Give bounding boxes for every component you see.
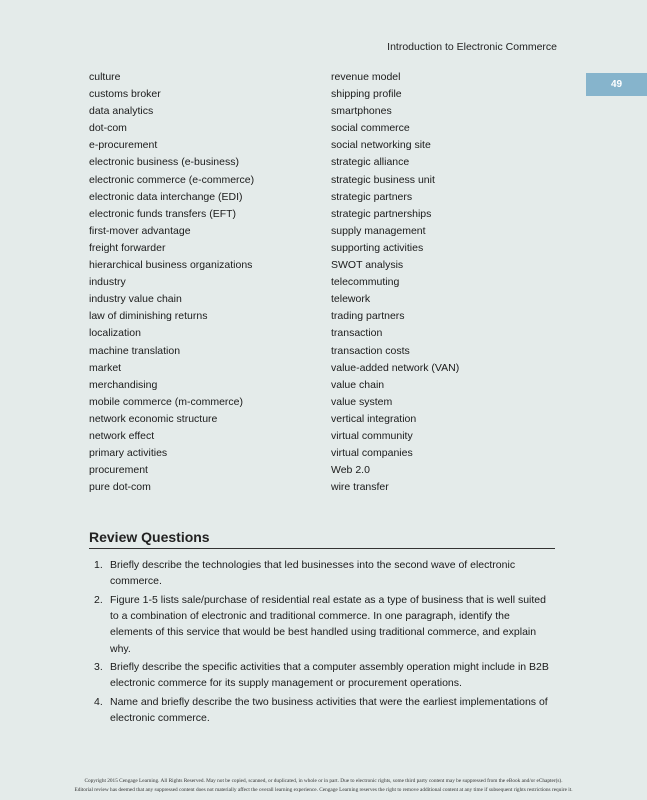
key-term: network effect (89, 429, 155, 442)
key-term: shipping profile (331, 88, 402, 101)
key-term: hierarchical business organizations (89, 259, 253, 272)
question-number: 1. (94, 559, 103, 571)
key-term: pure dot-com (89, 481, 151, 494)
key-term: wire transfer (331, 481, 389, 494)
key-term: trading partners (331, 310, 405, 323)
key-terms-left-column (89, 69, 331, 496)
page-number-tab: 49 (586, 73, 647, 96)
key-term: smartphones (331, 105, 392, 118)
question-text: Briefly describe the technologies that led businesses into the second wave of electronic commerce. (110, 559, 516, 588)
copyright-line-2: Editorial review has deemed that any suppressed content does not materially affect the overall learning experience. Cengage Learning reserves the right to remove additional content at any time if subsequent rights restrictions require it. (74, 787, 573, 793)
key-term: strategic business unit (331, 173, 435, 186)
review-questions-list (89, 557, 549, 729)
key-term: first-mover advantage (89, 224, 191, 237)
question-text: Name and briefly describe the two business activities that were the earliest implementations of electronic commerce. (110, 696, 548, 725)
key-term: telework (331, 293, 371, 306)
question-text: Briefly describe the specific activities that a computer assembly operation might include in B2B electronic commerce for its supply management or procurement operations. (110, 661, 549, 690)
key-term: procurement (89, 464, 148, 477)
key-terms-right-column (331, 69, 459, 496)
review-question (89, 592, 549, 657)
question-text: Figure 1-5 lists sale/purchase of residential real estate as a type of business that is well suited to a combination of electronic and traditional commerce. In one paragraph, identify the elements of this service that would be best handled using traditional commerce, and explain why. (110, 593, 546, 655)
key-term: dot-com (89, 122, 127, 135)
key-term: mobile commerce (m-commerce) (89, 395, 244, 408)
key-term: network economic structure (89, 412, 218, 425)
question-number: 3. (94, 661, 103, 674)
running-header: Introduction to Electronic Commerce (387, 41, 557, 53)
key-term: electronic commerce (e-commerce) (89, 173, 255, 186)
question-number: 2. (94, 593, 103, 606)
copyright-line-1: Copyright 2015 Cengage Learning. All Rights Reserved. May not be copied, scanned, or duplicated, in whole or in part. Due to electronic rights, some third party content may be suppressed from the eBook and/or eChapter(s). (84, 778, 563, 784)
key-term: electronic business (e-business) (89, 156, 239, 169)
key-term: social commerce (331, 122, 410, 135)
key-term: law of diminishing returns (89, 310, 208, 323)
key-term: virtual companies (331, 447, 413, 460)
key-term: SWOT analysis (331, 259, 404, 272)
key-term: virtual community (331, 429, 413, 442)
review-questions-heading: Review Questions (89, 529, 555, 549)
key-term: strategic alliance (331, 156, 410, 169)
key-term: e-procurement (89, 139, 158, 152)
question-number: 4. (94, 696, 103, 709)
key-term: culture (89, 71, 121, 83)
key-term: telecommuting (331, 276, 400, 289)
review-question (89, 659, 549, 691)
key-term: primary activities (89, 447, 168, 460)
key-term: freight forwarder (89, 241, 166, 254)
key-term: data analytics (89, 105, 154, 118)
key-term: value-added network (VAN) (331, 361, 460, 374)
key-term: value system (331, 395, 393, 408)
key-terms-list (89, 69, 559, 496)
key-term: industry value chain (89, 293, 182, 306)
key-term: social networking site (331, 139, 431, 152)
key-term: strategic partners (331, 190, 413, 203)
key-term: supply management (331, 224, 426, 237)
key-term: merchandising (89, 378, 158, 391)
key-term: Web 2.0 (331, 464, 370, 477)
key-term: supporting activities (331, 241, 424, 254)
key-term: market (89, 361, 122, 374)
key-term: customs broker (89, 88, 161, 101)
review-question (89, 694, 549, 726)
key-term: industry (89, 276, 126, 289)
key-term: transaction costs (331, 344, 410, 357)
key-term: revenue model (331, 71, 401, 83)
key-term: localization (89, 327, 141, 340)
key-term: strategic partnerships (331, 207, 432, 220)
key-term: value chain (331, 378, 385, 391)
review-question (89, 557, 549, 589)
key-term: machine translation (89, 344, 181, 357)
key-term: electronic data interchange (EDI) (89, 190, 243, 203)
key-term: electronic funds transfers (EFT) (89, 207, 237, 220)
key-term: vertical integration (331, 412, 417, 425)
key-term: transaction (331, 327, 383, 340)
copyright-footer (0, 777, 647, 795)
